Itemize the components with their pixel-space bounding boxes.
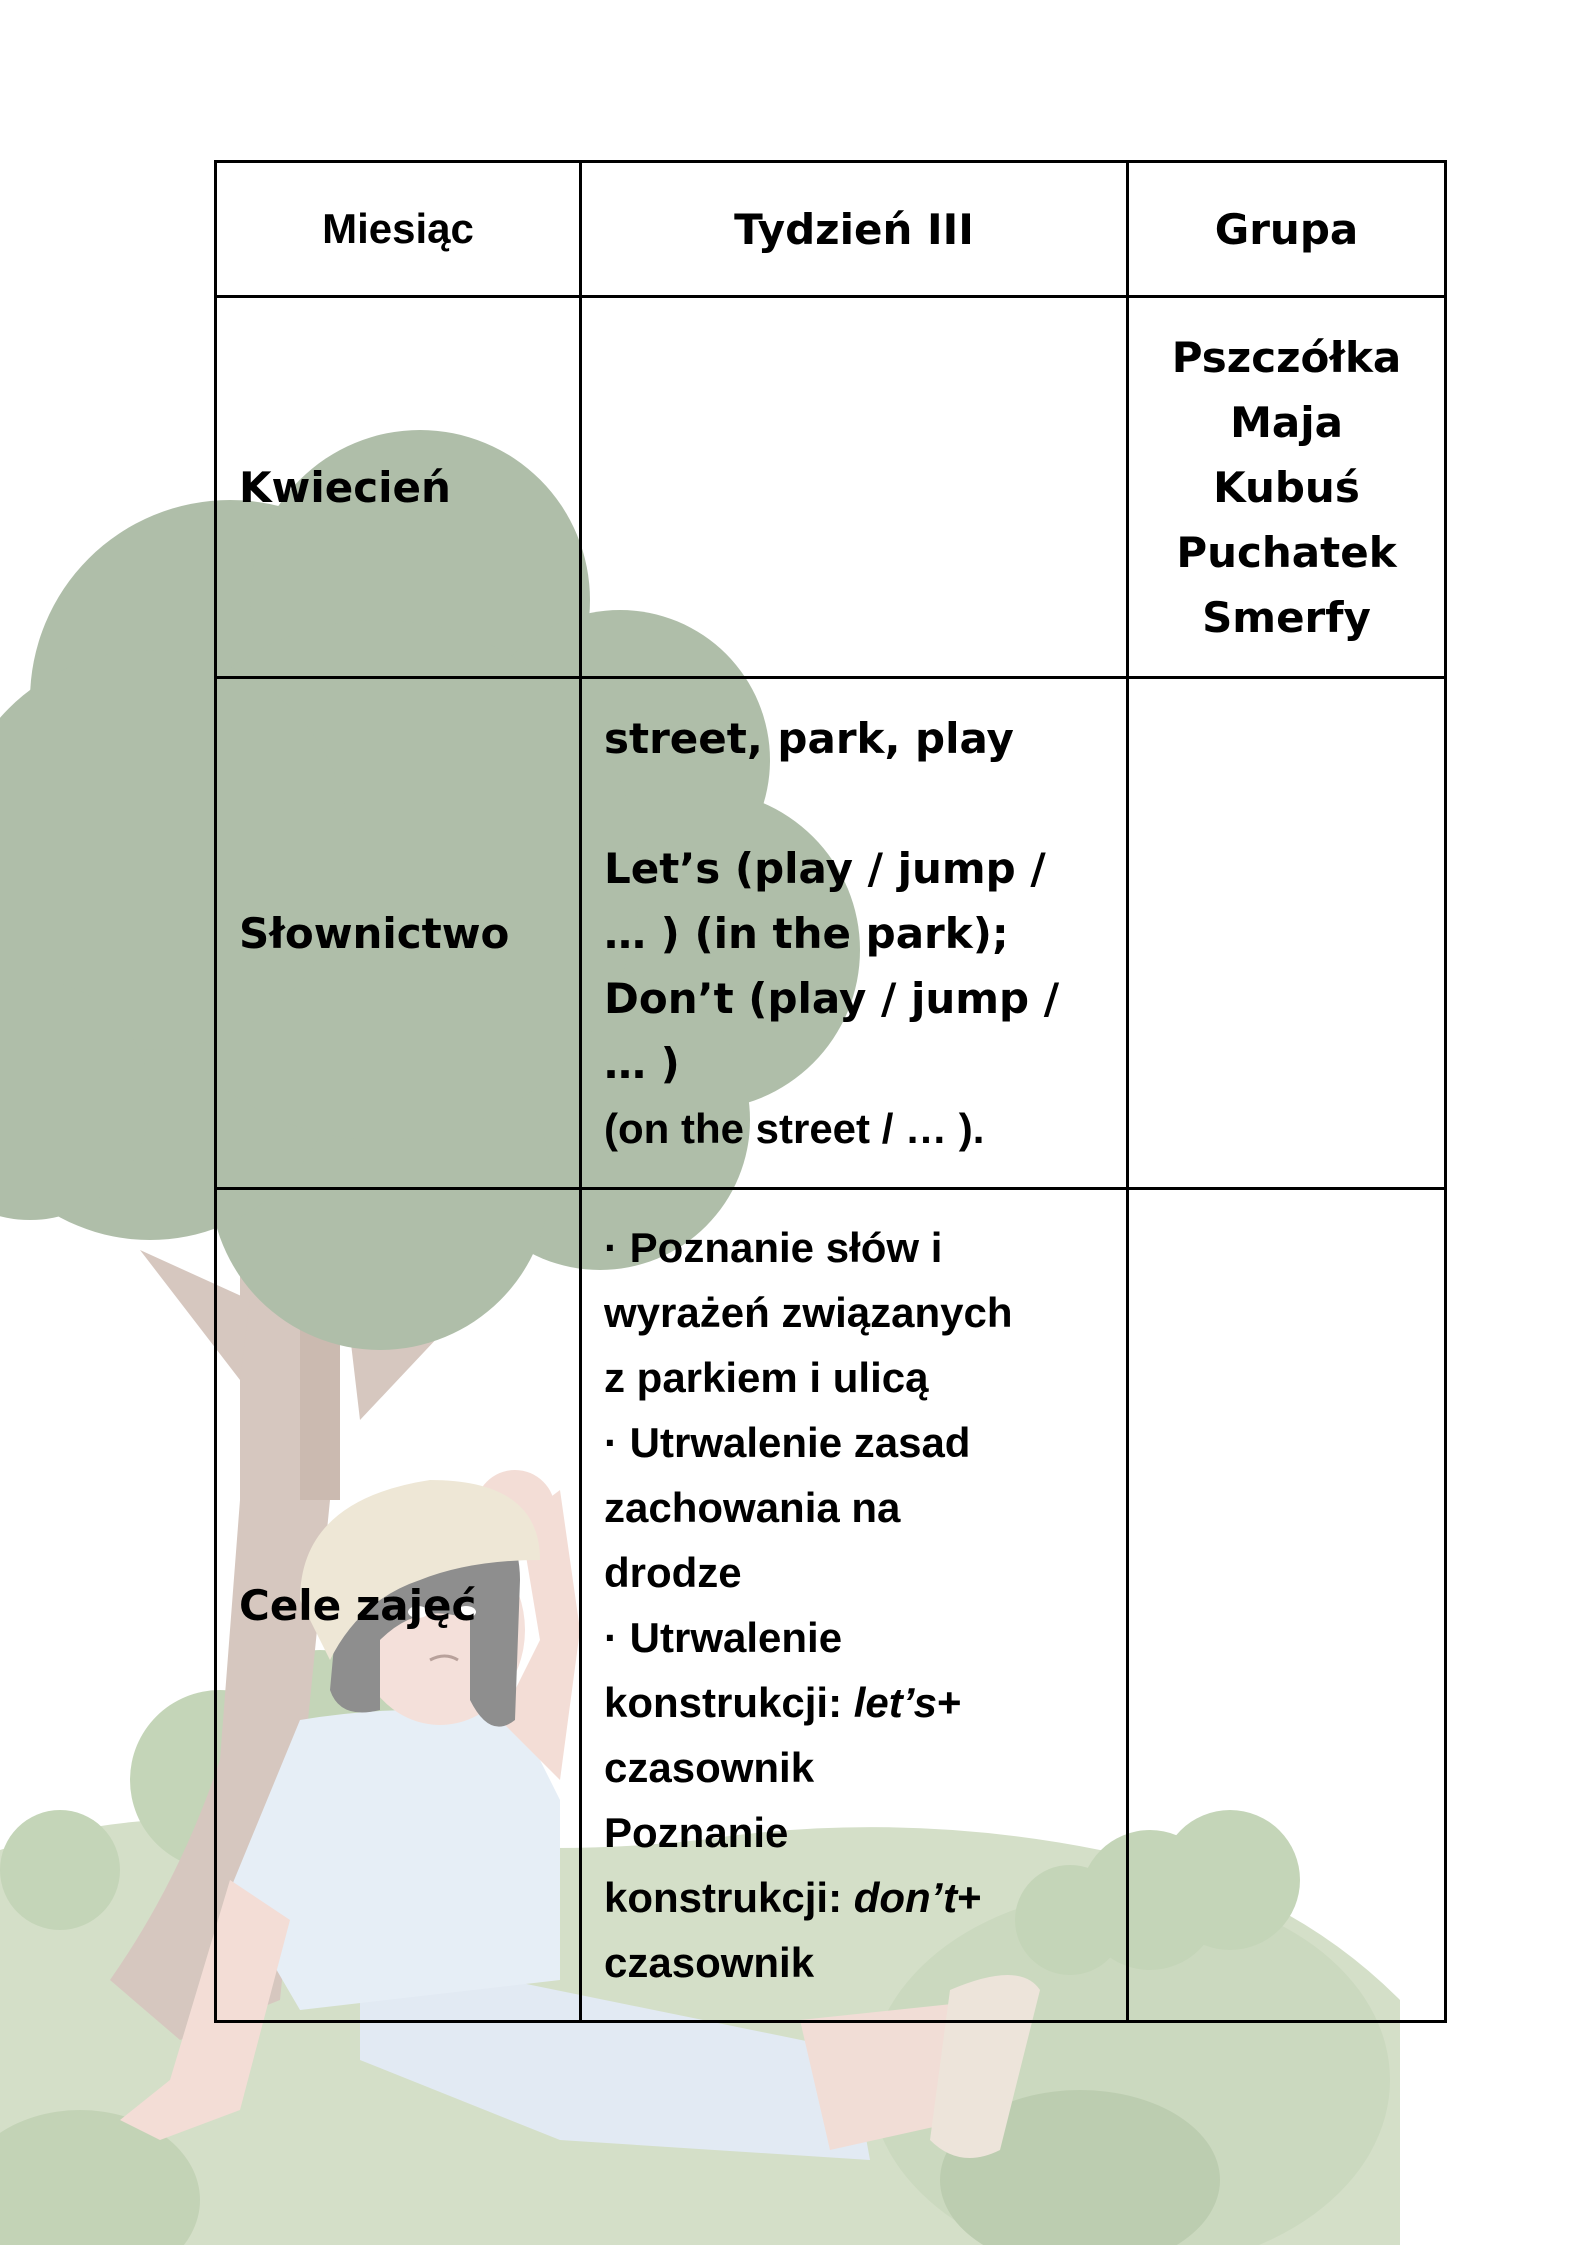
goal-line: · Poznanie słów i [604, 1224, 943, 1271]
table-row [216, 678, 1446, 1189]
table-row [216, 297, 1446, 678]
goal-line: · Utrwalenie zasad [604, 1419, 971, 1466]
group-name: Maja [1230, 397, 1343, 447]
group-name: Kubuś [1213, 462, 1360, 512]
vocabulary-phrase-line: Don’t (play / jump / [604, 973, 1060, 1023]
month-value: Kwiecień [216, 297, 581, 678]
vocabulary-content [581, 678, 1128, 1189]
goal-text: + [937, 1679, 962, 1726]
group-name: Pszczółka [1171, 332, 1402, 382]
group-name: Smerfy [1202, 592, 1371, 642]
header-group: Grupa [1128, 162, 1446, 297]
header-month: Miesiąc [216, 162, 581, 297]
vocabulary-words: street, park, play [604, 713, 1014, 763]
goal-line: czasownik [604, 1744, 815, 1791]
goal-line [604, 1670, 1126, 1735]
group-name: Puchatek [1176, 527, 1397, 577]
vocabulary-phrase-line: … ) (in the park); [604, 908, 1009, 958]
goal-line: czasownik [604, 1939, 815, 1986]
vocabulary-label: Słownictwo [216, 678, 581, 1189]
goal-line [604, 1865, 1126, 1930]
group-list [1128, 297, 1446, 678]
goal-line: Poznanie [604, 1809, 789, 1856]
vocabulary-group-cell-empty [1128, 678, 1446, 1189]
goal-line: wyrażeń związanych [604, 1289, 1013, 1336]
goals-group-cell-empty [1128, 1189, 1446, 2022]
table-header-row [216, 162, 1446, 297]
goal-text: + [957, 1874, 982, 1921]
table-row [216, 1189, 1446, 2022]
goal-text: konstrukcji: [604, 1679, 854, 1726]
goals-content [581, 1189, 1128, 2022]
goal-line: z parkiem i ulicą [604, 1354, 929, 1401]
goal-text: konstrukcji: [604, 1874, 854, 1921]
goals-label: Cele zajęć [216, 1189, 581, 2022]
goal-line: · Utrwalenie [604, 1614, 843, 1661]
goal-line: zachowania na [604, 1484, 901, 1531]
vocabulary-phrase-line: Let’s (play / jump / [604, 843, 1046, 893]
vocabulary-phrase-line: … ) [604, 1038, 680, 1088]
week-cell-empty [581, 297, 1128, 678]
goal-italic-term: don’t [853, 1874, 958, 1921]
goal-italic-term: let’s [853, 1679, 938, 1726]
vocabulary-last-line: (on the street / … ). [604, 1104, 985, 1152]
goal-line: drodze [604, 1549, 742, 1596]
lesson-plan-table [214, 160, 1447, 2023]
header-week: Tydzień III [581, 162, 1128, 297]
